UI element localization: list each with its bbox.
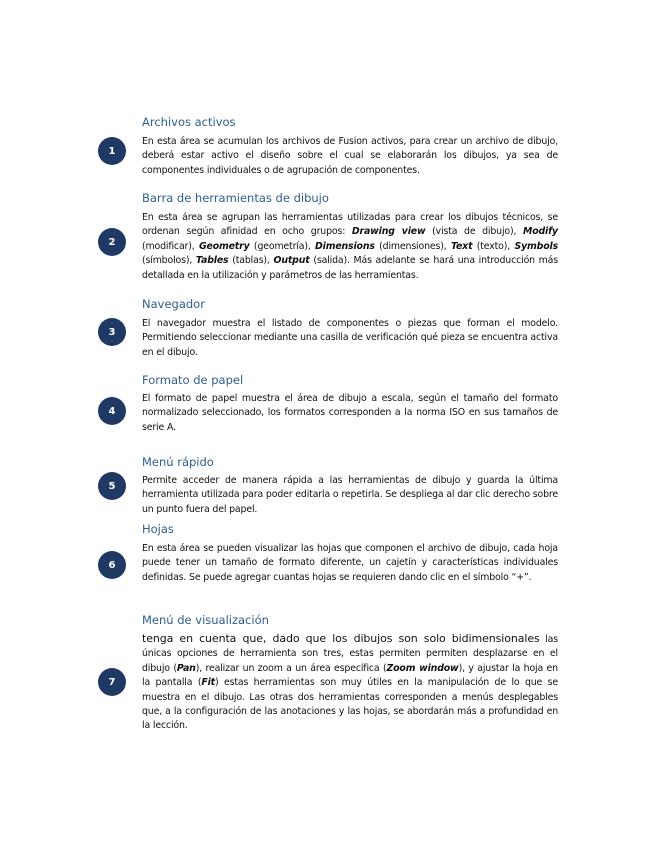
tool-name: Tables xyxy=(195,255,229,267)
section-heading: Menú de visualización xyxy=(142,613,269,627)
section-heading: Barra de herramientas de dibujo xyxy=(142,191,329,205)
text-run: (modificar), xyxy=(142,240,199,252)
step-number-badge: 2 xyxy=(98,228,126,256)
tool-name: Pan xyxy=(176,662,196,674)
text-run: ), realizar un zoom a un área específica ( xyxy=(195,662,387,674)
tool-name: Modify xyxy=(523,226,558,238)
text-run: las únicas opciones de herramienta son tres, estas permiten permiten desplazarse en el dibujo ( xyxy=(142,634,558,674)
section-paragraph: El navegador muestra el listado de componentes o piezas que forman el modelo. Permitiendo seleccionar mediante una casilla de verificación qué pieza se encuentra activa en el dibujo. xyxy=(142,318,558,358)
tool-name: Fit xyxy=(201,677,215,689)
section-paragraph: El formato de papel muestra el área de dibujo a escala, según el tamaño del formato normalizado seleccionado, los formatos corresponden a la norma ISO en sus tamaños de serie A. xyxy=(142,393,558,433)
step-number-badge: 7 xyxy=(98,668,126,696)
section-heading: Menú rápido xyxy=(142,455,214,469)
tool-name: Geometry xyxy=(198,240,250,252)
tool-name: Dimensions xyxy=(315,240,375,252)
section-paragraph: En esta área se pueden visualizar las hojas que componen el archivo de dibujo, cada hoja puede tener un tamaño de formato diferente, un cajetín y características individuales definidas. Se puede agregar cuantas hojas se requieren dando clic en el símbolo “+”. xyxy=(142,543,558,583)
text-run: (texto), xyxy=(472,240,515,252)
section-heading: Hojas xyxy=(142,522,174,536)
step-number-badge: 5 xyxy=(98,472,126,500)
section-heading: Archivos activos xyxy=(142,115,236,129)
section-heading: Formato de papel xyxy=(142,373,244,387)
section-paragraph xyxy=(142,632,558,734)
text-run: (tablas), xyxy=(228,255,274,267)
text-run: tenga en cuenta que, dado que los dibujos son solo bidimensionales xyxy=(142,632,540,645)
section-heading: Navegador xyxy=(142,297,205,311)
tool-name: Text xyxy=(450,240,473,252)
text-run: ), y ajustar la hoja en la pantalla ( xyxy=(142,662,558,689)
tool-name: Drawing view xyxy=(351,226,426,238)
section-paragraph: Permite acceder de manera rápida a las herramientas de dibujo y guarda la última herramienta utilizada para poder editarla o repetirla. Se despliega al dar clic derecho sobre un punto fuera del papel. xyxy=(142,475,558,515)
text-run: (dimensiones), xyxy=(374,240,451,252)
section-paragraph: En esta área se acumulan los archivos de Fusion activos, para crear un archivo de dibujo, deberá estar activo el diseño sobre el cual se elaborarán los dibujos, ya sea de componentes individuales o de agrupación de componentes. xyxy=(142,136,558,176)
text-run: (geometría), xyxy=(249,240,316,252)
text-run: (símbolos), xyxy=(142,255,196,267)
step-number-badge: 4 xyxy=(98,397,126,425)
tool-name: Zoom window xyxy=(386,662,459,674)
tool-name: Symbols xyxy=(514,240,558,252)
text-run: En esta área se agrupan las herramientas utilizadas para crear los dibujos técnicos, se ordenan según afinidad en ocho grupos: xyxy=(142,212,558,238)
step-number-badge: 3 xyxy=(98,318,126,346)
text-run: (vista de dibujo), xyxy=(425,226,524,238)
text-run: (salida). Más adelante se hará una introducción más detallada en la utilización y parámetros de las herramientas. xyxy=(142,255,558,281)
step-number-badge: 6 xyxy=(98,551,126,579)
step-number-badge: 1 xyxy=(98,137,126,165)
text-run: ) estas herramientas son muy útiles en la manipulación de lo que se muestra en el dibujo. Las otras dos herramientas corresponden a menús desplegables que, a la configuración de las anotaciones y las hojas, se abordarán más a profundidad en la lección. xyxy=(142,677,558,732)
section-paragraph xyxy=(142,211,558,283)
tool-name: Output xyxy=(273,255,310,267)
